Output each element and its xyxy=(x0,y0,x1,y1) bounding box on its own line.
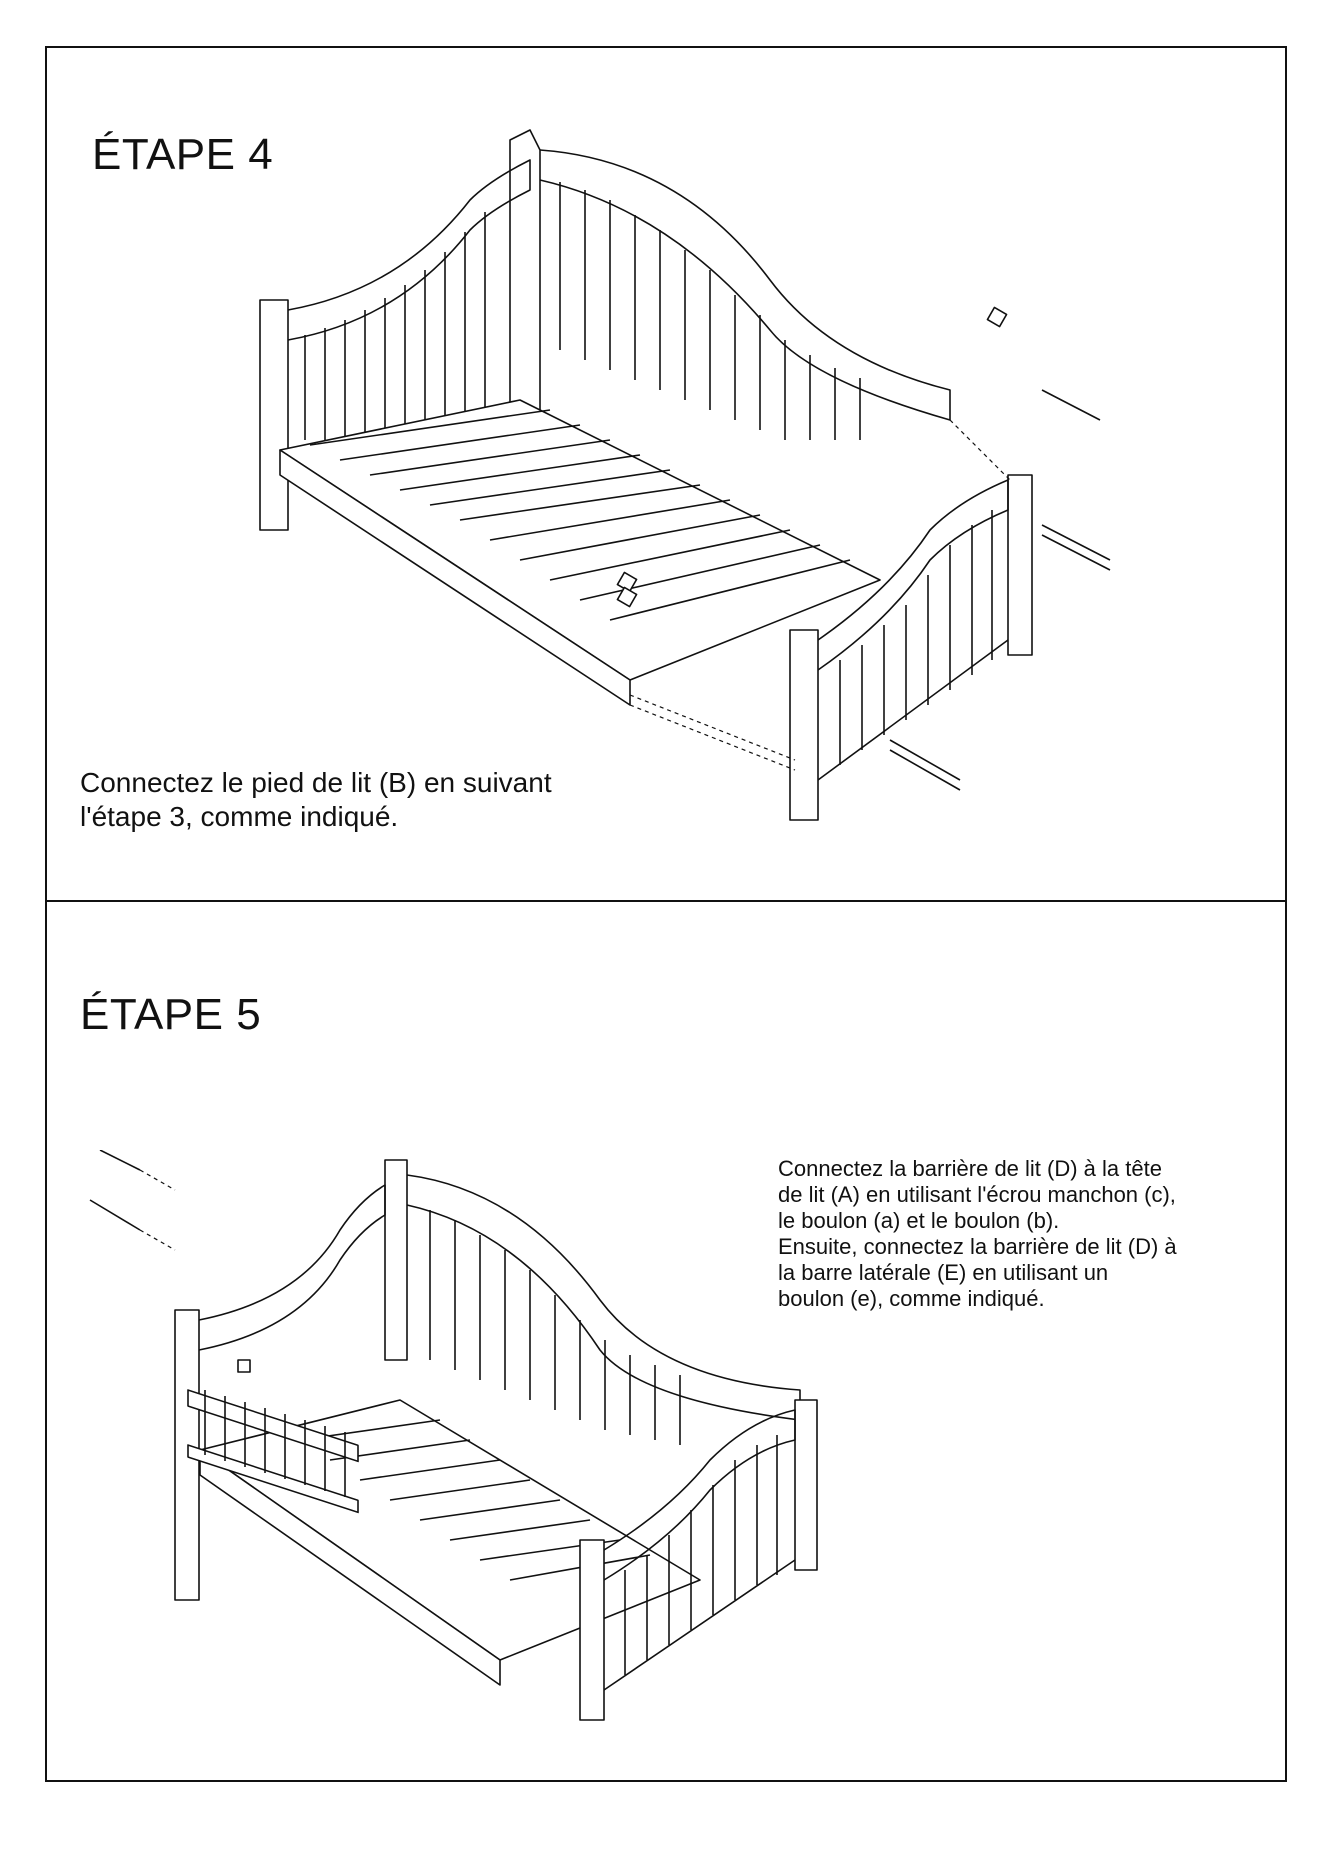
step-5-line-6: boulon (e), comme indiqué. xyxy=(778,1286,1045,1311)
step-5-line-5: la barre latérale (E) en utilisant un xyxy=(778,1260,1109,1285)
left-end-curved-rail xyxy=(199,1185,385,1350)
step-5-line-1: Connectez la barrière de lit (D) à la tête xyxy=(778,1156,1162,1181)
headboard-top-rail xyxy=(407,1175,800,1420)
back-spindles xyxy=(560,182,860,440)
bolts-and-guides xyxy=(90,1150,250,1372)
left-end-post xyxy=(260,300,288,530)
step-5-line-2: de lit (A) en utilisant l'écrou manchon (c), xyxy=(778,1182,1176,1207)
step-4-line-2: l'étape 3, comme indiqué. xyxy=(80,801,399,832)
step-4-title: ÉTAPE 4 xyxy=(92,130,274,179)
step-divider xyxy=(45,900,1287,902)
step-5-daybed-illustration xyxy=(80,1150,840,1750)
step-5-line-3: le boulon (a) et le boulon (b). xyxy=(778,1208,1060,1233)
step-4-instruction xyxy=(80,766,640,834)
foot-back-post xyxy=(1008,475,1032,655)
step-5-instruction xyxy=(778,1156,1258,1312)
step-4-daybed-illustration xyxy=(250,120,1150,850)
foot-front-post xyxy=(580,1540,604,1720)
step-5-title: ÉTAPE 5 xyxy=(80,990,262,1039)
left-end-curved-rail xyxy=(288,160,530,340)
step-5-line-4: Ensuite, connectez la barrière de lit (D) à xyxy=(778,1234,1177,1259)
foot-front-post xyxy=(790,630,818,820)
headboard-top-rail xyxy=(540,150,950,420)
back-spindles xyxy=(430,1210,680,1445)
foot-bottom-rail xyxy=(818,640,1008,780)
foot-back-post xyxy=(795,1400,817,1570)
step-4-line-1: Connectez le pied de lit (B) en suivant xyxy=(80,767,552,798)
left-spindles xyxy=(305,212,485,440)
back-left-post xyxy=(385,1160,407,1360)
